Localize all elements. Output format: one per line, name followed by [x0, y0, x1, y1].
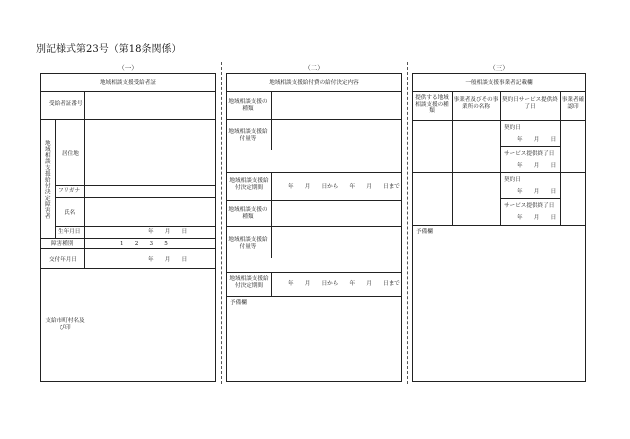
col-provider-header: 事業者及びその事業所の名称 [453, 97, 499, 110]
municipality-label: 支給市町村名及び印 [45, 318, 85, 331]
benefit-period-2-label: 地域相談支援給付決定期間 [229, 276, 269, 289]
service-end-1-label: サービス提供終了日 [504, 151, 555, 157]
document-title: 別記様式第23号（第18条関係） [36, 44, 182, 55]
disability-type-values: 1 2 3 5 [120, 241, 168, 247]
col-dates-header: 契約日サービス提供終了日 [502, 97, 558, 110]
panel-2-notes-label: 予備欄 [230, 300, 247, 306]
service-end-1-value: 年 月 日 [517, 163, 557, 169]
name-label: 氏名 [64, 210, 76, 216]
service-type-2-label: 地域相談支援の種類 [228, 207, 268, 220]
issue-date-value: 年 月 日 [148, 257, 188, 263]
address-label: 居住地 [62, 151, 79, 157]
panel-3-heading: 一般相談支援事業者記載欄 [465, 80, 533, 86]
birth-value: 年 月 日 [148, 229, 188, 235]
service-end-2-label: サービス提供終了日 [504, 203, 555, 209]
col-service-type-header: 提供する地域相談支援の種類 [415, 95, 449, 115]
recipient-number-label: 受給者証番号 [49, 101, 83, 107]
birth-label: 生年月日 [58, 229, 81, 235]
contract-date-2-value: 年 月 日 [517, 189, 557, 195]
benefit-period-1-value: 年 月 日から 年 月 日まで [288, 184, 400, 190]
disability-type-label: 障害種別 [51, 241, 74, 247]
panel-3-label: （三） [489, 64, 509, 72]
benefit-period-1-label: 地域相談支援給付決定期間 [229, 178, 269, 191]
panel-2-heading: 地域相談支援給付費の給付決定内容 [269, 80, 359, 86]
panel-1-label: （一） [118, 64, 138, 72]
benefit-amount-1-label: 地域相談支援給付量等 [228, 129, 268, 142]
contract-date-1-value: 年 月 日 [517, 137, 557, 143]
contract-date-2-label: 契約日 [504, 177, 521, 183]
panel-1-heading: 地域相談支援受給者証 [100, 80, 156, 86]
contract-date-1-label: 契約日 [504, 125, 521, 131]
furigana-label: フリガナ [58, 188, 81, 194]
panel-3-notes-label: 予備欄 [416, 229, 433, 235]
issue-date-label: 交付年月日 [49, 257, 77, 263]
panel-2-label: （二） [304, 64, 324, 72]
benefit-period-2-value: 年 月 日から 年 月 日まで [288, 281, 400, 287]
benefit-amount-2-label: 地域相談支援給付量等 [228, 237, 268, 250]
service-type-1-label: 地域相談支援の種類 [228, 99, 268, 112]
recipient-block-label: 地域相談支援給付決定障害者 [43, 140, 50, 220]
col-confirm-header: 事業者確認印 [561, 97, 585, 110]
service-end-2-value: 年 月 日 [517, 215, 557, 221]
